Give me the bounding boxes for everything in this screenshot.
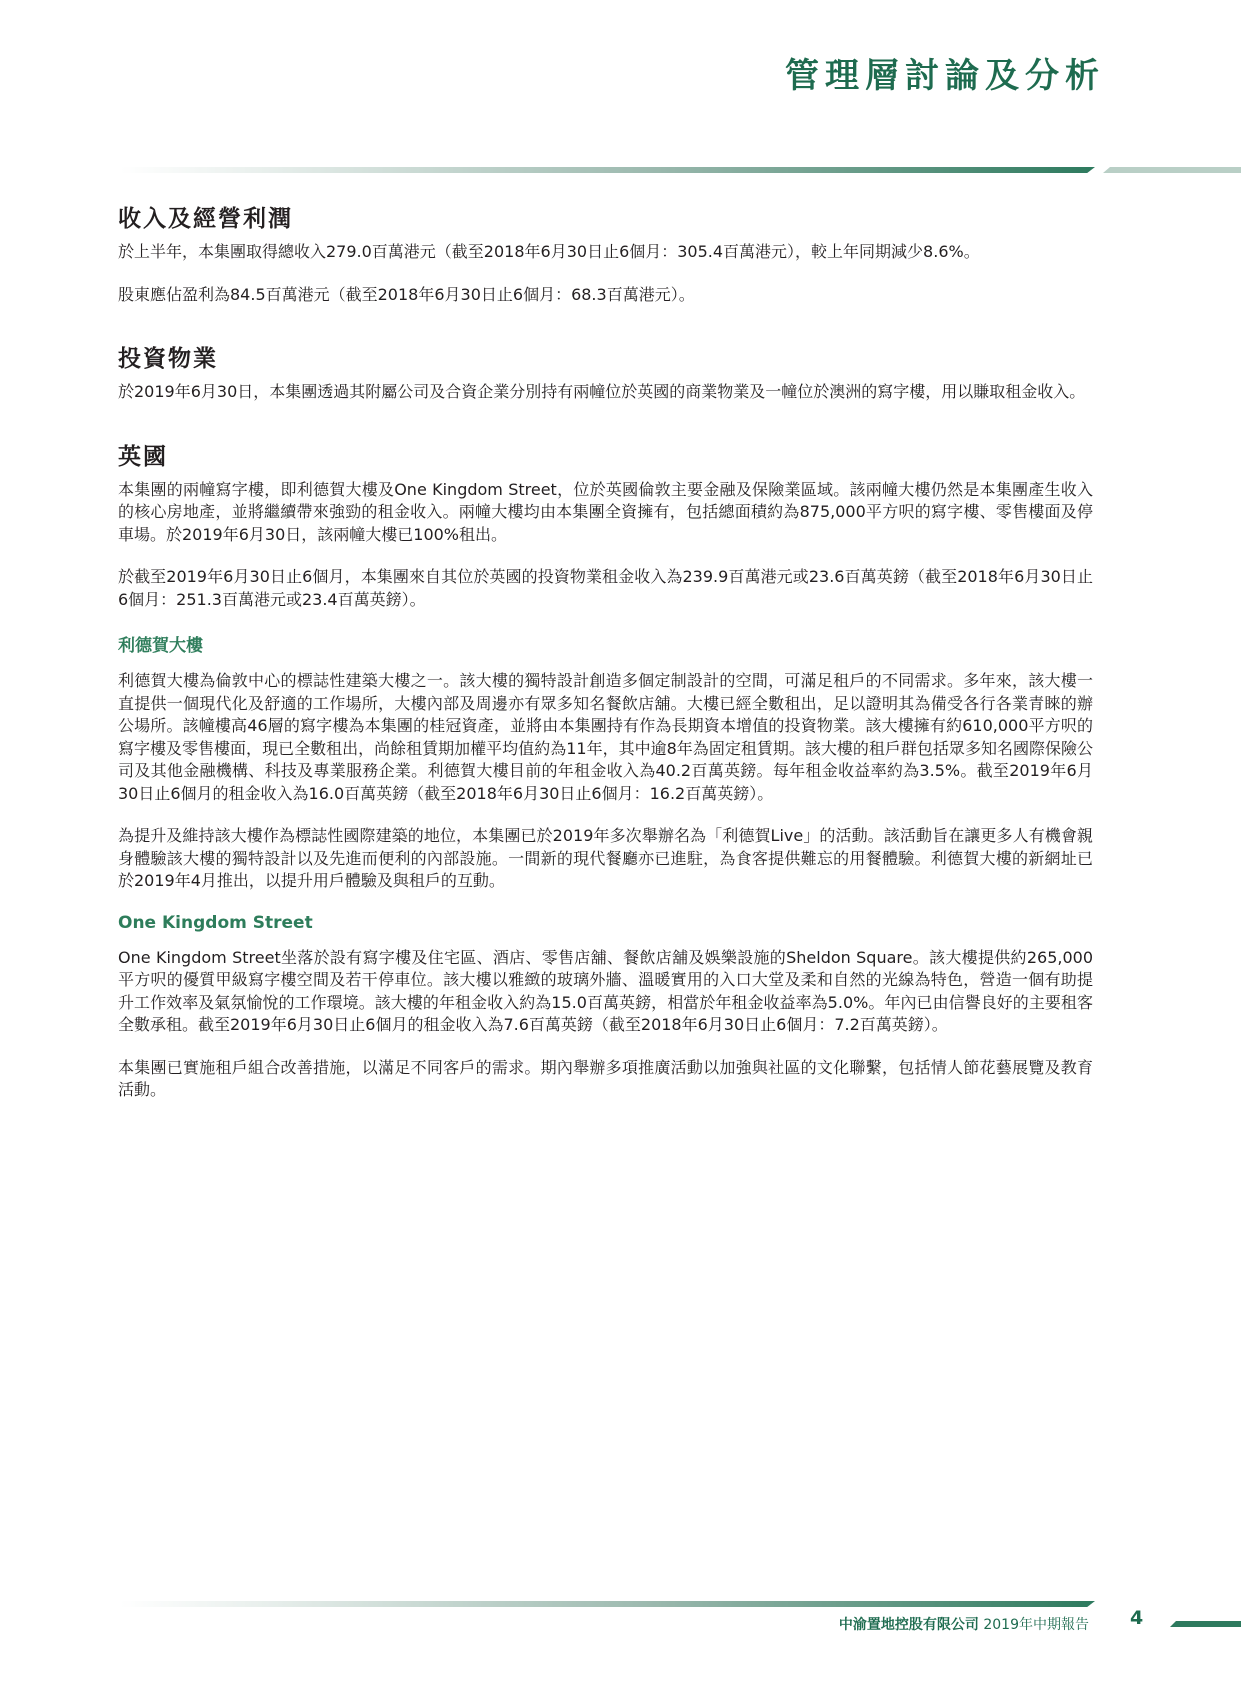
oks-paragraph-1: One Kingdom Street坐落於設有寫字樓及住宅區、酒店、零售店舖、餐飲店舖及娛樂設施的Sheldon Square。該大樓提供約265,000平方呎的優質甲級寫字樓空間及若干停車位。該大樓以雅緻的玻璃外牆、溫暖實用的入口大堂及柔和自然的光線為特色，營造一個有助提升工作效率及氣氛愉悅的工作環境。該大樓的年租金收入約為15.0百萬英鎊，相當於年租金收益率為5.0%。年內已由信譽良好的主要租客全數承租。截至2019年6月30日止6個月的租金收入為7.6百萬英鎊（截至2018年6月30日止6個月：7.2百萬英鎊）。: [118, 947, 1093, 1034]
footer-company-name: 中渝置地控股有限公司: [838, 1617, 979, 1633]
subheading-leadenhall: 利德賀大樓: [118, 636, 203, 656]
footer-divider: [120, 1601, 1095, 1607]
revenue-paragraph-1: 於上半年，本集團取得總收入279.0百萬港元（截至2018年6月30日止6個月：305.4百萬港元），較上年同期減少8.6%。: [118, 242, 980, 261]
leadenhall-paragraph-1: 利德賀大樓為倫敦中心的標誌性建築大樓之一。該大樓的獨特設計創造多個定制設計的空間，可滿足租戶的不同需求。多年來，該大樓一直提供一個現代化及舒適的工作場所，大樓內部及周邊亦有眾多知名餐飲店舖。大樓已經全數租出，足以證明其為備受各行各業青睞的辦公場所。該幢樓高46層的寫字樓為本集團的桂冠資產，並將由本集團持有作為長期資本增值的投資物業。該大樓擁有約610,000平方呎的寫字樓及零售樓面，現已全數租出，尚餘租賃期加權平均值約為11年，其中逾8年為固定租賃期。該大樓的租戶群包括眾多知名國際保險公司及其他金融機構、科技及專業服務企業。利德賀大樓目前的年租金收入為40.2百萬英鎊。每年租金收益率約為3.5%。截至2019年6月30日止6個月的租金收入為16.0百萬英鎊（截至2018年6月30日止6個月：16.2百萬英鎊）。: [118, 671, 1093, 803]
oks-paragraph-2: 本集團已實施租戶組合改善措施，以滿足不同客戶的需求。期內舉辦多項推廣活動以加強與社區的文化聯繫，包括情人節花藝展覽及教育活動。: [118, 1057, 1093, 1099]
page-number: 4: [1130, 1607, 1144, 1629]
footer-divider-accent: [1170, 1621, 1241, 1627]
section-heading-investment: 投資物業: [118, 346, 218, 372]
uk-paragraph-2: 於截至2019年6月30日止6個月，本集團來自其位於英國的投資物業租金收入為239.9百萬港元或23.6百萬英鎊（截至2018年6月30日止6個月：251.3百萬港元或23.4百萬英鎊）。: [118, 567, 1093, 609]
header-divider-accent: [1103, 167, 1241, 173]
main-content: [118, 200, 1093, 1122]
leadenhall-paragraph-2: 為提升及維持該大樓作為標誌性國際建築的地位，本集團已於2019年多次舉辦名為「利德賀Live」的活動。該活動旨在讓更多人有機會親身體驗該大樓的獨特設計以及先進而便利的內部設施。一間新的現代餐廳亦已進駐，為食客提供難忘的用餐體驗。利德賀大樓的新網址已於2019年4月推出，以提升用戶體驗及與租戶的互動。: [118, 826, 1093, 890]
uk-paragraph-1: 本集團的兩幢寫字樓，即利德賀大樓及One Kingdom Street，位於英國倫敦主要金融及保險業區域。該兩幢大樓仍然是本集團產生收入的核心房地產，並將繼續帶來強勁的租金收入。兩幢大樓均由本集團全資擁有，包括總面積約為875,000平方呎的寫字樓、零售樓面及停車場。於2019年6月30日，該兩幢大樓已100%租出。: [118, 479, 1093, 544]
footer-report-title: [839, 1614, 1089, 1634]
investment-paragraph-1: 於2019年6月30日，本集團透過其附屬公司及合資企業分別持有兩幢位於英國的商業物業及一幢位於澳洲的寫字樓，用以賺取租金收入。: [118, 382, 1086, 401]
footer-report-name: 2019年中期報告: [978, 1617, 1089, 1633]
subheading-one-kingdom-street: One Kingdom Street: [118, 912, 313, 933]
revenue-paragraph-2: 股東應佔盈利為84.5百萬港元（截至2018年6月30日止6個月：68.3百萬港元）。: [118, 284, 695, 304]
section-heading-revenue: 收入及經營利潤: [118, 206, 293, 232]
section-heading-uk: 英國: [118, 443, 168, 470]
header-divider: [120, 167, 1095, 173]
page-title: 管理層討論及分析: [785, 56, 1105, 96]
